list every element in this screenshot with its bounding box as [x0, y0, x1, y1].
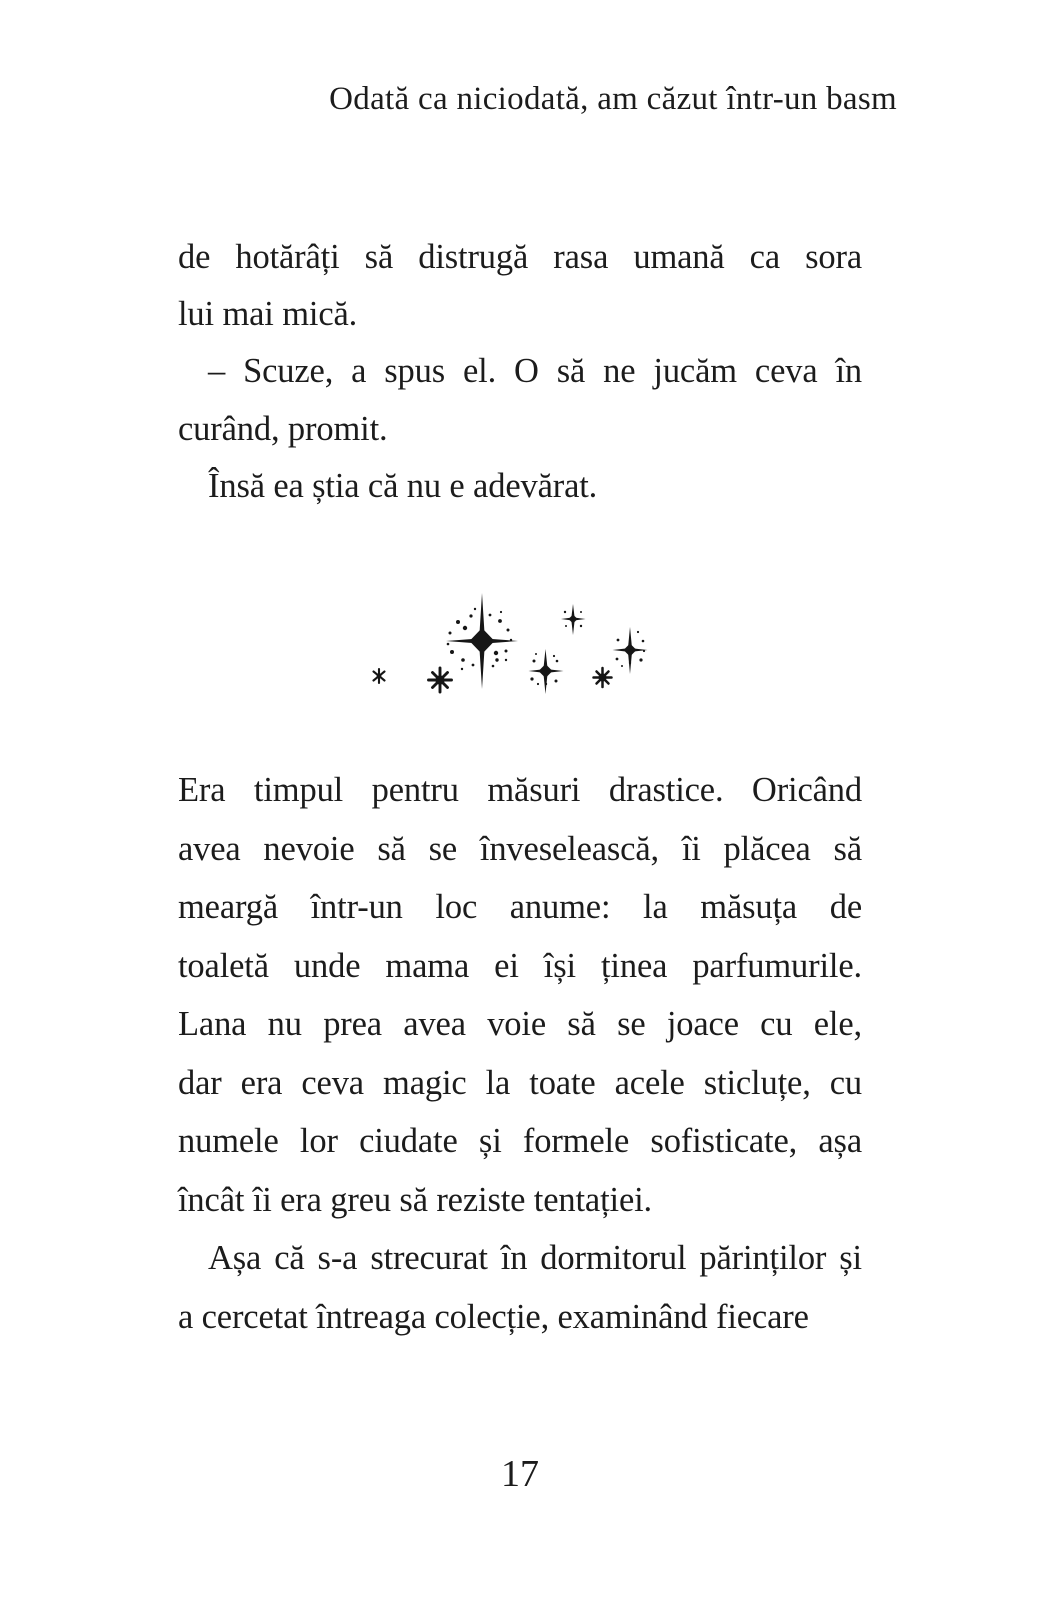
body-text-block-top: [178, 229, 862, 515]
page-number: 17: [501, 1453, 539, 1495]
body-line: lui mai mică.: [178, 295, 358, 334]
body-line: de hotărâți să distrugă rasa umană ca sora: [178, 238, 862, 276]
body-line: Era timpul pentru măsuri drastice. Oricând: [178, 771, 862, 809]
body-line: toaletă unde mama ei își ținea parfumurile.: [178, 946, 862, 985]
body-line: meargă într-un loc anume: la măsuța de: [178, 888, 862, 926]
body-line: încât îi era greu să reziste tentației.: [178, 1180, 653, 1219]
body-line: – Scuze, a spus el. O să ne jucăm ceva în: [208, 352, 862, 391]
body-line: Așa că s-a strecurat în dormitorul părinților și: [208, 1239, 862, 1277]
body-line: Însă ea știa că nu e adevărat.: [208, 466, 598, 505]
body-line: a cercetat întreaga colecție, examinând fiecare: [178, 1297, 809, 1336]
body-line: curând, promit.: [178, 409, 388, 448]
sparkle-divider-icon: [300, 560, 740, 720]
body-line: avea nevoie să se înveselească, îi plăcea să: [178, 829, 862, 868]
body-line: Lana nu prea avea voie să se joace cu ele,: [178, 1005, 862, 1043]
body-line: numele lor ciudate și formele sofisticate, așa: [178, 1122, 862, 1160]
body-line: dar era ceva magic la toate acele sticluțe, cu: [178, 1063, 862, 1102]
running-head-title: Odată ca niciodată, am căzut într-un basm: [329, 81, 897, 117]
body-text-block-bottom: [178, 761, 862, 1346]
